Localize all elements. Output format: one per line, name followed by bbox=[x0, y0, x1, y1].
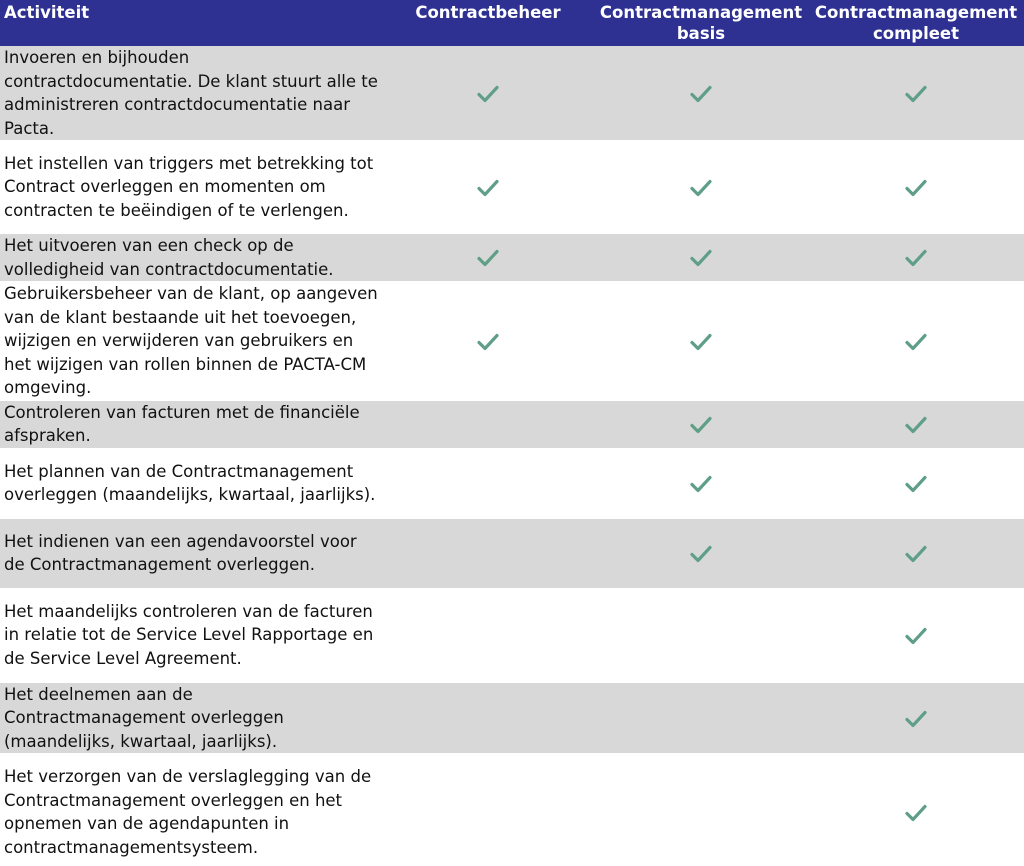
activity-cell: Controleren van facturen met de financiële afspraken. bbox=[0, 400, 382, 448]
activity-cell: Het instellen van triggers met betrekking tot Contract overleggen en momenten om contracten te beëindigen of te verlengen. bbox=[0, 141, 382, 234]
check-cell bbox=[594, 46, 808, 141]
activity-cell: Het indienen van een agendavoorstel voor de Contractmanagement overleggen. bbox=[0, 518, 382, 588]
table-row bbox=[0, 234, 1024, 282]
check-cell bbox=[382, 46, 594, 141]
header-contractmanagement-basis: Contractmanagement basis bbox=[594, 0, 808, 46]
activity-cell: Het plannen van de Contractmanagement overleggen (maandelijks, kwartaal, jaarlijks). bbox=[0, 448, 382, 518]
header-contractbeheer: Contractbeheer bbox=[382, 0, 594, 46]
activity-cell: Invoeren en bijhouden contractdocumentatie. De klant stuurt alle te administreren contractdocumentatie naar Pacta. bbox=[0, 46, 382, 141]
table-row bbox=[0, 282, 1024, 401]
checkmark-icon bbox=[690, 249, 712, 267]
table-row bbox=[0, 141, 1024, 234]
header-contractmanagement-compleet: Contractmanagement compleet bbox=[808, 0, 1024, 46]
check-cell bbox=[594, 754, 808, 866]
table-row bbox=[0, 46, 1024, 141]
check-cell bbox=[808, 234, 1024, 282]
checkmark-icon bbox=[905, 333, 927, 351]
header-activiteit: Activiteit bbox=[0, 0, 382, 46]
table-row bbox=[0, 754, 1024, 866]
checkmark-icon bbox=[690, 85, 712, 103]
check-cell bbox=[594, 518, 808, 588]
checkmark-icon bbox=[905, 804, 927, 822]
activity-cell: Het uitvoeren van een check op de volledigheid van contractdocumentatie. bbox=[0, 234, 382, 282]
check-cell bbox=[808, 754, 1024, 866]
check-cell bbox=[382, 448, 594, 518]
checkmark-icon bbox=[905, 249, 927, 267]
checkmark-icon bbox=[690, 545, 712, 563]
table-row bbox=[0, 588, 1024, 682]
check-cell bbox=[594, 234, 808, 282]
checkmark-icon bbox=[905, 710, 927, 728]
header-row bbox=[0, 0, 1024, 46]
check-cell bbox=[382, 282, 594, 401]
check-cell bbox=[808, 282, 1024, 401]
check-cell bbox=[808, 46, 1024, 141]
checkmark-icon bbox=[905, 85, 927, 103]
check-cell bbox=[382, 754, 594, 866]
checkmark-icon bbox=[905, 627, 927, 645]
check-cell bbox=[382, 682, 594, 754]
check-cell bbox=[594, 588, 808, 682]
check-cell bbox=[382, 588, 594, 682]
checkmark-icon bbox=[477, 85, 499, 103]
table-row bbox=[0, 682, 1024, 754]
activity-cell: Gebruikersbeheer van de klant, op aangeven van de klant bestaande uit het toevoegen, wijzigen en verwijderen van gebruikers en het wijzigen van rollen binnen de PACTA-CM omgeving. bbox=[0, 282, 382, 401]
check-cell bbox=[808, 588, 1024, 682]
check-cell bbox=[594, 400, 808, 448]
checkmark-icon bbox=[905, 475, 927, 493]
check-cell bbox=[808, 682, 1024, 754]
checkmark-icon bbox=[690, 416, 712, 434]
checkmark-icon bbox=[477, 179, 499, 197]
checkmark-icon bbox=[690, 475, 712, 493]
checkmark-icon bbox=[477, 249, 499, 267]
activity-cell: Het verzorgen van de verslaglegging van de Contractmanagement overleggen en het opnemen van de agendapunten in contractmanagementsysteem. bbox=[0, 754, 382, 866]
check-cell bbox=[808, 400, 1024, 448]
activity-cell: Het deelnemen aan de Contractmanagement overleggen (maandelijks, kwartaal, jaarlijks). bbox=[0, 682, 382, 754]
check-cell bbox=[594, 282, 808, 401]
check-cell bbox=[594, 141, 808, 234]
check-cell bbox=[808, 518, 1024, 588]
check-cell bbox=[382, 518, 594, 588]
check-cell bbox=[382, 141, 594, 234]
table-header bbox=[0, 0, 1024, 46]
check-cell bbox=[594, 448, 808, 518]
table-row bbox=[0, 448, 1024, 518]
table-body bbox=[0, 46, 1024, 866]
table-row bbox=[0, 518, 1024, 588]
checkmark-icon bbox=[905, 179, 927, 197]
check-cell bbox=[808, 448, 1024, 518]
checkmark-icon bbox=[905, 416, 927, 434]
checkmark-icon bbox=[477, 333, 499, 351]
check-cell bbox=[382, 400, 594, 448]
activity-cell: Het maandelijks controleren van de facturen in relatie tot de Service Level Rapportage en de Service Level Agreement. bbox=[0, 588, 382, 682]
check-cell bbox=[382, 234, 594, 282]
check-cell bbox=[594, 682, 808, 754]
check-cell bbox=[808, 141, 1024, 234]
checkmark-icon bbox=[690, 179, 712, 197]
checkmark-icon bbox=[905, 545, 927, 563]
checkmark-icon bbox=[690, 333, 712, 351]
table-row bbox=[0, 400, 1024, 448]
